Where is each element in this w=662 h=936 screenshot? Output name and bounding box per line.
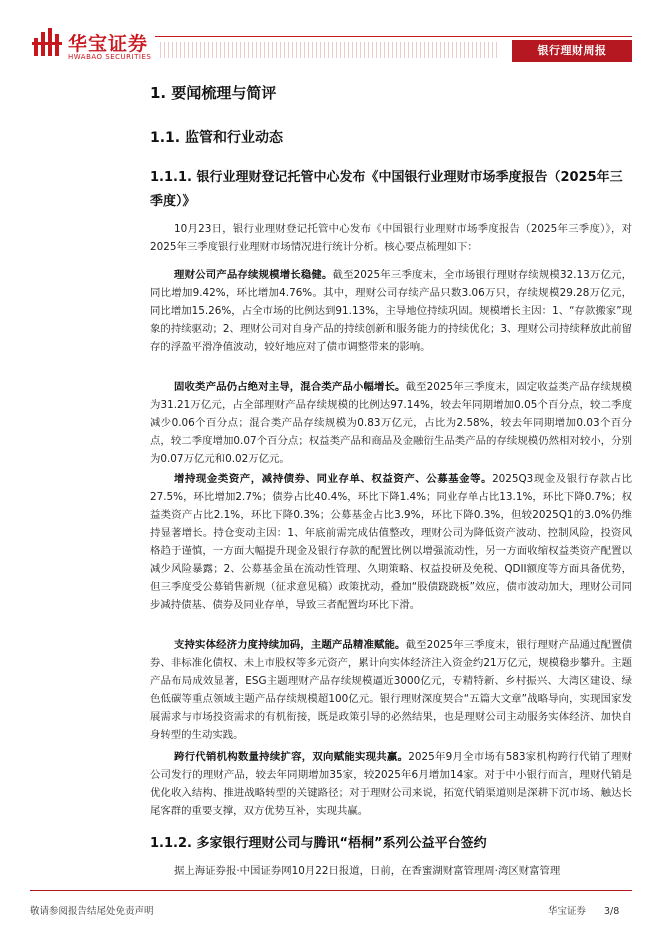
header-hatch-decoration bbox=[160, 42, 500, 58]
report-type-tag: 银行理财周报 bbox=[512, 40, 632, 62]
paragraph-lead: 跨行代销机构数量持续扩容，双向赋能实现共赢。 bbox=[174, 751, 409, 763]
section-heading-1-1: 1.1. 监管和行业动态 bbox=[150, 130, 283, 146]
logo-chinese-name: 华宝证券 bbox=[68, 33, 149, 55]
paragraph-lead: 支持实体经济力度持续加码，主题产品精准赋能。 bbox=[174, 639, 406, 651]
paragraph-lead: 增持现金类资产，减持债券、同业存单、权益资产、公募基金等。 bbox=[174, 473, 493, 485]
company-logo bbox=[32, 28, 162, 68]
hwabao-logo-icon bbox=[32, 28, 66, 58]
paragraph-body: 截至2025年三季度末，银行理财产品通过配置债券、非标准化债权、未上市股权等多元资产，累计向实体经济注入资金约21万亿元，规模稳步攀升。主题产品布局成效显著，ESG主题理财产品存续规模逼近3000亿元，专精特新、乡村振兴、大湾区建设、绿色低碳等重点领域主题产品存续规模超100亿元。银行理财深度契合“五篇大文章”战略导向，实现国家发展需求与市场投资需求的有机衔接，既是政策引导的必然结果，也是理财公司主动服务实体经济、加快自身转型的生动实践。 bbox=[150, 639, 632, 741]
paragraph-body: 2025Q3现金及银行存款占比27.5%，环比增加2.7%；债券占比40.4%，环比下降1.4%；同业存单占比13.1%，环比下降0.7%；权益类资产占比2.1%，环比下降0.3%；公募基金占比3.9%，环比下降0.3%，但较2025Q1的3.0%仍维持显著增长。持仓变动主因：1、年底前需完成估值整改，理财公司为降低资产波动、控制风险，投资风格趋于谨慎，一方面大幅提升现金及银行存款的配置比例以增强流动性，另一方面收缩权益类资产配置以减少风险暴露；2、公募基金虽在流动性管理、久期策略、权益投研及免税、QDII额度等方面具备优势，但三季度受公募销售新规（征求意见稿）政策扰动，叠加“股债跷跷板”效应，债市波动加大，理财公司同步减持债基、债券及同业存单，导致三者配置均环比下滑。 bbox=[150, 473, 633, 611]
paragraph-distribution bbox=[150, 748, 632, 820]
paragraph-real-economy bbox=[150, 636, 632, 744]
footer-divider bbox=[30, 890, 632, 891]
logo-english-name: HWABAO SECURITIES bbox=[68, 53, 152, 61]
footer-disclaimer: 敬请参阅报告结尾处免责声明 bbox=[30, 906, 154, 917]
section-heading-1-1-2: 1.1.2. 多家银行理财公司与腾讯“梧桐”系列公益平台签约 bbox=[150, 836, 487, 851]
paragraph-tencent-news: 据上海证券报·中国证券网10月22日报道，日前，在香蜜湖财富管理周·湾区财富管理 bbox=[174, 865, 561, 877]
paragraph-fixed-income bbox=[150, 378, 632, 468]
paragraph-scale-growth bbox=[150, 266, 632, 356]
footer-info bbox=[548, 903, 619, 917]
page-number: 3/8 bbox=[604, 906, 620, 917]
paragraph-body: 截至2025年三季度末，全市场银行理财存续规模32.13万亿元，同比增加9.42%，环比增加4.76%。其中，理财公司存续产品只数3.06万只，存续规模29.28万亿元，同比增加15.26%，占全市场的比例达到91.13%，主导地位持续巩固。规模增长主因：1、“存款搬家”现象的持续驱动；2、理财公司对自身产品的持续创新和服务能力的持续优化；3、理财公司持续释放此前留存的浮盈平滑净值波动，较好地应对了债市调整带来的影响。 bbox=[150, 269, 633, 353]
paragraph-lead: 固收类产品仍占绝对主导，混合类产品小幅增长。 bbox=[174, 381, 406, 393]
paragraph-asset-allocation bbox=[150, 470, 632, 614]
footer-company: 华宝证券 bbox=[548, 906, 587, 917]
paragraph-body: 截至2025年三季度末，固定收益类产品存续规模为31.21万亿元，占全部理财产品存续规模的比例达97.14%，较去年同期增加0.05个百分点，较二季度减少0.06个百分点；混合类产品存续规模为0.83万亿元，占比为2.58%，较去年同期增加0.03个百分点，较二季度增加0.07个百分点；权益类产品和商品及金融衍生品类产品的存续规模仍然相对较小，分别为0.07万亿元和0.02万亿元。 bbox=[150, 381, 632, 465]
section-heading-1: 1. 要闻梳理与简评 bbox=[150, 84, 277, 102]
section-heading-1-1-1: 1.1.1. 银行业理财登记托管中心发布《中国银行业理财市场季度报告（2025年三季度）》 bbox=[150, 170, 623, 209]
paragraph-lead: 理财公司产品存续规模增长稳健。 bbox=[174, 269, 333, 281]
intro-paragraph: 10月23日，银行业理财登记托管中心发布《中国银行业理财市场季度报告（2025年三季度）》，对2025年三季度银行业理财市场情况进行统计分析。核心要点梳理如下： bbox=[150, 223, 632, 253]
paragraph-body: 2025年9月全市场有583家机构跨行代销了理财公司发行的理财产品，较去年同期增加35家，较2025年6月增加14家。对于中小银行而言，理财代销是优化收入结构、推进战略转型的关键路径；对于理财公司来说，拓宽代销渠道则是深耕下沉市场、触达长尾客群的重要支撑，双方优势互补，实现共赢。 bbox=[150, 751, 633, 817]
header-divider bbox=[155, 36, 632, 37]
page-header bbox=[0, 0, 662, 70]
